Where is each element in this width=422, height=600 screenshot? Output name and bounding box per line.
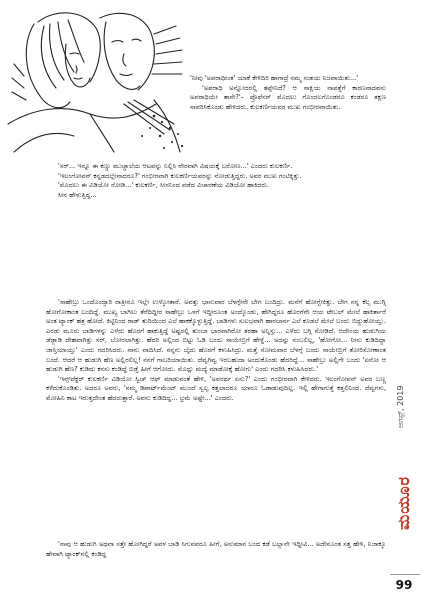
paragraph: 'ಇಲಂಗೋವನ್ ಕನ್ನಡದಲ್ಲೇನಾದರೂ?' ಗಂಭೀರವಾಗಿ ಕುಲಕರ್ಣಿಯವರನ್ನು ನೋಡುತ್ತಿದ್ದರು. ಅವರ ಮುಖ ಗಂಟಿಕ್ಕಿತ್ತು. [58, 171, 302, 180]
paragraph: 'ನಾವು ಆ ಹುಡುಗಿ ಅಥವಾ ಸತ್ತೇ ಹೋಗಿದ್ದರೆ ಅವಳ ಬಾಡಿ ಸಿಗುವವರೂ ಹೀಗೆ, ಅನುಮಾನ ಬಂದ ಕಡೆ ಬಲ್ಲಾನೇ ಇದ್ದೀವಿ... ಅದೇನೂಂತ ಸತ್ತ ಹೇಳಿ, ನಿಜಾಕ್ಕೂ ಹೇವಾಗಿ ಟ್ಯಾಂಕ್‌ನಲ್ಲಿ ಕಂಡಿದ್ದ [46, 540, 386, 558]
page-number: 99 [395, 578, 413, 592]
magazine-logo: ಮಯೂರ [394, 475, 413, 531]
divider [390, 574, 420, 575]
paragraph: 'ಇನ್ಸ್‌ಪೆಕ್ಟರ್ ಕುಲಕರ್ಣಿ ವಿಡಿಯೋ ಸ್ವಿಚ್ ಆಫ್ ಮಾಡುವಂತೆ ಹೇಳಿ, 'ಅವರರ್ಥ ಏನು?' ಎಂದು ಗಂಭೀರವಾಗಿ ಕೇಳಿದರು. ಇಲಂಗೋವನ್ ಅವರ ಬಣ್ಣ ಕಳೆದುಕೊಂಡಿತು. ಅದರೂ ಅವರು, 'ನಮ್ಮ ಡಿಪಾರ್ಟ್‌ಮೆಂಟ್ ಮುಂದೆ ಸ್ವಲ್ಪ ಕತ್ತಲಾದರೂ ಯಾರೂ ಓಡಾಡುವುದಿಲ್ಲ. ಇಲ್ಲಿ ಹೇಗಾಗುತ್ತೆ ಕತ್ತಲಿನಿಂದ. ದೆವ್ವಗಳು, ಮೋಹಿನಿ ಕಾಟ ಇರುತ್ತದೇಂತ ಹೆದರುತ್ತಾರೆ. ಅವನು ಕುಡಿದಿದ್ದ... ಭ್ರಮೆ ಅಷ್ಟೇ...' ಎಂದರು. [46, 374, 386, 402]
paragraph: 'ನೀವು 'ಅಪರಾಧೀಂತ' ಯಾಕೆ ಕೇಳಿದಿರಿ ಹಾಗಾದ್ರೆ ನಮ್ಮ ಸಂಶಯ ನಿಜವಾಯಿತು...' [190, 74, 359, 82]
issue-date-label: ಆಗಸ್ಟ್, 2019 [396, 385, 405, 428]
couple-sketch-illustration [4, 4, 190, 154]
paragraph: 'ಮೊದಲು ಈ ವಿಡಿಯೋ ನೋಡಿ...' ಕುಲಕರ್ಣಿ, ಸೀನನಿಂದ ಪಡೆದ ವಿಚಾರಣೆಯ ವಿಡಿಯೋ ಹಾಕಿದರು. [58, 181, 270, 190]
paragraph: 'ಅಪರಾಧಿ ಅನ್ನೋದರಲ್ಲಿ ತಪ್ಪೇನಿದೆ? ಆ ಸಾಕ್ಷಿಯ ನಾಪತ್ತೆಗೆ ಕಾರಣನಾದವನು ಅಪರಾಧಿಯೇ ತಾನೇ?'– ಪ್ರೊಫೆಸರ್ ಮೊದಲು ಗೊಂದಲಗೊಂಡರೂ ಕಂಡರೂ ತಕ್ಷಣ ಸಾವರಿಸಿಕೊಂಡು ಹೇಳಿದರು. ಕುಲಕರ್ಣಿಯವರ ಮುಖ ಗಂಭೀರವಾಯಿತು. [190, 83, 386, 111]
middle-text-block [46, 162, 386, 200]
upper-text-block [190, 74, 386, 112]
paragraph: 'ಸರ್... ಇನ್ನೂ ಈ ಕಣ್ಣು ಮುಚ್ಚಾಲೆಯ ಆಟವನ್ನು ನಿಲ್ಲಿಸಿ ನೇರವಾಗಿ ವಿಷಯಕ್ಕೆ ಬರೋಣ...' ಎಂದರು ಕುಲಕರ್ಣಿ. [58, 162, 293, 170]
paragraph: 'ಸಾಹೇಬ್ರು ಒಂದೊಂದ್ಸಾರಿ ರಾತ್ರೀನೂ ಇಲ್ಲೇ ಉಳ್ಕೋತಾರೆ. ಅವತ್ತು ಭಾನುವಾರ ಬೆಳಗ್ಗೇನೇ ಬೇಗ ಬಂದಿದ್ರು. ಮನೆಗೆ ಹೋಗ್ಬೇಕಿತ್ತು. ಬೇಗ ನನ್ನ ಕೆಲ್ಸ ಮುಗ್ಸಿ ಹೋಗೋಕಾಂತ ಬಂದಿದ್ದೆ. ಮುಖ್ಯ ಬಾಗಿಲು ತೆರೆದಿದ್ದೀರ ಸಾಹೇಬ್ರು ಒಳಗೆ ಇದ್ದೀರೂಂತ ಅಂದ್ಕೊಂಡು, ಹೇಗಿದ್ದರೂ ಹೊರಗೆನೇ ಆಯ ಟೇಬಲ್ ಮೇಲೆ ಹಾಕಿರ್ತಾರೆ ಅಂತ ಟ್ಯಾಂಕ್ ಹತ್ರ ಹೋದೆ. ಕಿಟ್ಟಿನಿಂದ ರಾಡ್ ತುದಿಯಿಂದ ಎಲೆ ಹಾಕಕ್ಕೊಳ್ಳುತ್ತಿದ್ದೆ. ಬಾಡಿಗಳು ಸುಲಭವಾಗಿ ಹಾರಬಾರ್ನ ಎಲೆ ಕೂಡಲೆ ಮೇಲೆ ಬಂದು ಬಿದ್ದುಹೋಯ್ತು. ಎರಡು ಮೂರು ಬಾಡಿಗಳನ್ನು ಎಳೆದು ಹೊರಗೆ ಹಾಕುತ್ತಿದ್ದೆ ಅಷ್ಟರಲ್ಲಿ ತುಂಬಾ ಭಾರವಾಗಿರೋ ತರಹಾ ಅನ್ನಿಸ್ತು... ಎಳೆದು ಬಗ್ಗಿ ನೋಡಿದೆ. ಆದೇಂಯ ಹುಡುಗಿಯ ಡೆಡ್ಬಾಡಿ ದೇಹವಾಗಿತ್ತು ಸರ್, ಬೋರಲಾಗಿತ್ತು. ಹೆದರಿ ಅಲ್ಲಿಂದ ಬಿಟ್ಟು ಓಡಿ ಬಂದು ಸಾಯೇಬ್ರಿಗೆ ಹೇಳ್ದೆ... ಅದನ್ನು ನಂಬಲಿಲ್ಲ, 'ಹೋಗೋ... ನೀನು ಕುಡಿದಿದ್ದಾ ಜಾಸ್ತಿಯಾಯ್ತು' ಎಂದು ಗದರಿಸಿದರು. ನಾನು ವಾದಿಸಿದೆ. ನನ್ನನು ಬೈದು ಹೊರಗೆ ಕಳುಹಿಸಿದ್ರು. ಮತ್ತೆ ಸೋಮವಾರ ಬೆಳಗ್ಗೆ ಬಂದು ಸಾಯೇಬ್ರಿಗೆ ತೋರಿಸೋಣಾಂತ ಬಂದೆ. ಆದರೆ ಆ ಹುಡುಗಿ ಹೆಣ ಅಲ್ಲಿರಲಿಲ್ಲ! ನನಗೆ ಗಾಬರಿಯಾಯಿತು. ದೆವ್ವಗಿವ್ವ ಇರಬಹುದಾ ಅಂದುಕೊಂಡು ಹೆದರಿದ್ದೆ... ಸಾಹೇಬ್ರು ಅಲ್ಲಿಗೇ ಬಂದು 'ಏನೋ ಆ ಹುಡುಗಿ ಹೆಣ? ಕುಡಿದು ಕನಸು ಕಂಡಿದ್ದೆ ಬಿಡ್ತೆ ಹೀಗೆ ಆಗೋದು. ಮೊದ್ಲು ಮದ್ಯೆ ಮಾಡೋಕ್ಕೆ ಹೋಗು' ಎಂದು ಗದರಿಸಿ ಕಳುಹಿಸಿದರು.' [46, 298, 386, 374]
paragraph: ಸೀನ ಹೇಳುತ್ತಿದ್ದ... [58, 190, 97, 199]
bottom-text-block [46, 540, 386, 559]
main-text-block [46, 298, 386, 404]
